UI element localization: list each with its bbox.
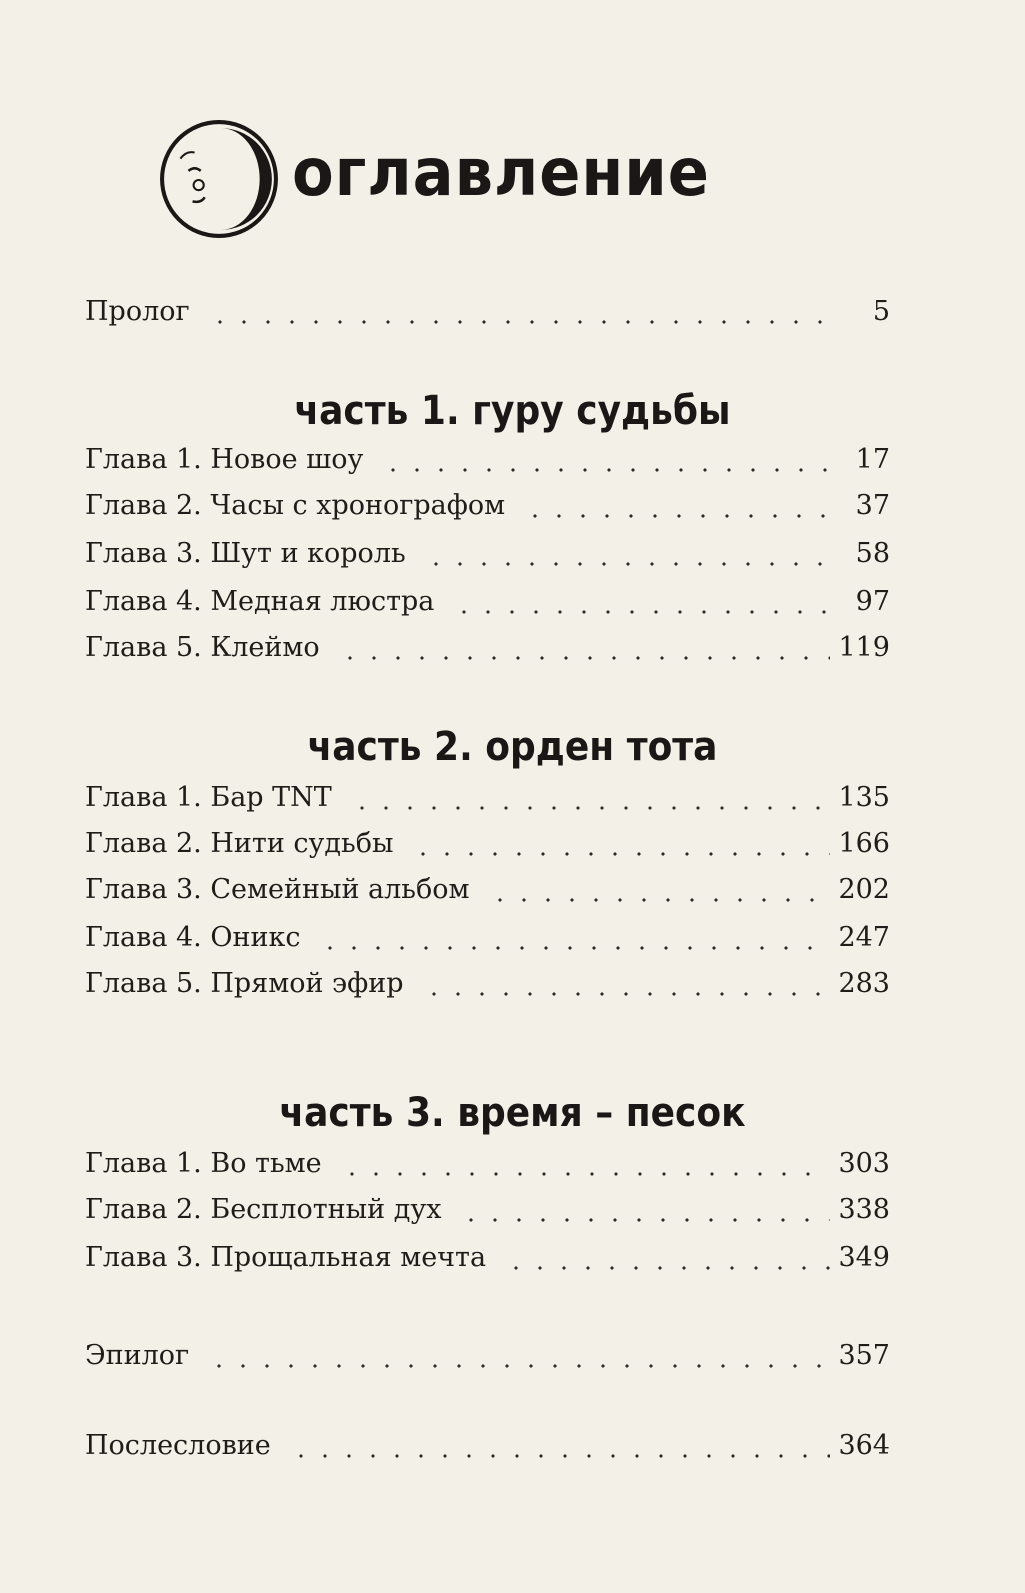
- toc-page-number: 247: [838, 922, 890, 953]
- dot-leader: [207, 1363, 830, 1369]
- toc-page-number: 5: [872, 296, 890, 327]
- dot-leader: [340, 1171, 831, 1177]
- dot-leader: [381, 467, 842, 473]
- toc-label: Глава 1. Во тьме: [85, 1148, 322, 1179]
- toc-row-chapter[interactable]: [85, 1194, 890, 1230]
- dot-leader: [422, 991, 831, 997]
- dot-leader: [411, 851, 830, 857]
- toc-label: Пролог: [85, 296, 190, 327]
- toc-row-prologue[interactable]: [85, 296, 890, 332]
- toc-row-chapter[interactable]: [85, 444, 890, 480]
- toc-row-chapter[interactable]: [85, 632, 890, 668]
- part-2-title: часть 2. орден тота: [307, 724, 718, 770]
- part-3-title: часть 3. время – песок: [279, 1090, 746, 1136]
- toc-label: Глава 4. Оникс: [85, 922, 301, 953]
- dot-leader: [452, 609, 842, 615]
- page-title: оглавление: [292, 134, 710, 211]
- toc-header: [150, 110, 870, 240]
- toc-label: Глава 3. Шут и король: [85, 538, 406, 569]
- toc-page-number: 119: [838, 632, 890, 663]
- toc-row-chapter[interactable]: [85, 538, 890, 574]
- toc-row-chapter[interactable]: [85, 922, 890, 958]
- toc-page-number: 135: [838, 782, 890, 813]
- dot-leader: [289, 1453, 831, 1459]
- toc-label: Глава 2. Часы с хронографом: [85, 490, 506, 521]
- crescent-moon-face-icon: [158, 118, 280, 240]
- toc-page-number: 166: [838, 828, 890, 859]
- toc-row-chapter[interactable]: [85, 490, 890, 526]
- toc-label: Глава 3. Семейный альбом: [85, 874, 470, 905]
- toc-row-chapter[interactable]: [85, 828, 890, 864]
- toc-page-number: 364: [838, 1430, 890, 1461]
- dot-leader: [523, 513, 842, 519]
- toc-row-chapter[interactable]: [85, 782, 890, 818]
- toc-row-chapter[interactable]: [85, 1148, 890, 1184]
- toc-page-number: 58: [855, 538, 890, 569]
- toc-label: Эпилог: [85, 1340, 190, 1371]
- toc-page-number: 283: [838, 968, 890, 999]
- toc-label: Глава 1. Бар TNT: [85, 782, 332, 813]
- dot-leader: [338, 655, 831, 661]
- dot-leader: [350, 805, 831, 811]
- toc-row-chapter[interactable]: [85, 1242, 890, 1278]
- toc-row-afterword[interactable]: [85, 1430, 890, 1466]
- dot-leader: [208, 319, 842, 325]
- toc-label: Глава 2. Бесплотный дух: [85, 1194, 442, 1225]
- part-1-title: часть 1. гуру судьбы: [294, 388, 731, 434]
- toc-label: Глава 3. Прощальная мечта: [85, 1242, 487, 1273]
- toc-page-number: 37: [855, 490, 890, 521]
- dot-leader: [318, 945, 830, 951]
- toc-page-number: 349: [838, 1242, 890, 1273]
- toc-page-number: 303: [838, 1148, 890, 1179]
- dot-leader: [504, 1265, 830, 1271]
- toc-label: Послесловие: [85, 1430, 271, 1461]
- toc-page-number: 17: [855, 444, 890, 475]
- toc-label: Глава 5. Клеймо: [85, 632, 320, 663]
- toc-label: Глава 1. Новое шоу: [85, 444, 364, 475]
- toc-page-number: 357: [838, 1340, 890, 1371]
- toc-page-number: 97: [855, 586, 890, 617]
- toc-page-number: 202: [838, 874, 890, 905]
- toc-row-chapter[interactable]: [85, 586, 890, 622]
- toc-label: Глава 4. Медная люстра: [85, 586, 435, 617]
- toc-row-epilogue[interactable]: [85, 1340, 890, 1376]
- dot-leader: [459, 1217, 830, 1223]
- dot-leader: [424, 561, 842, 567]
- toc-row-chapter[interactable]: [85, 874, 890, 910]
- toc-label: Глава 2. Нити судьбы: [85, 828, 394, 859]
- toc-label: Глава 5. Прямой эфир: [85, 968, 404, 999]
- toc-page-number: 338: [838, 1194, 890, 1225]
- dot-leader: [488, 897, 831, 903]
- toc-row-chapter[interactable]: [85, 968, 890, 1004]
